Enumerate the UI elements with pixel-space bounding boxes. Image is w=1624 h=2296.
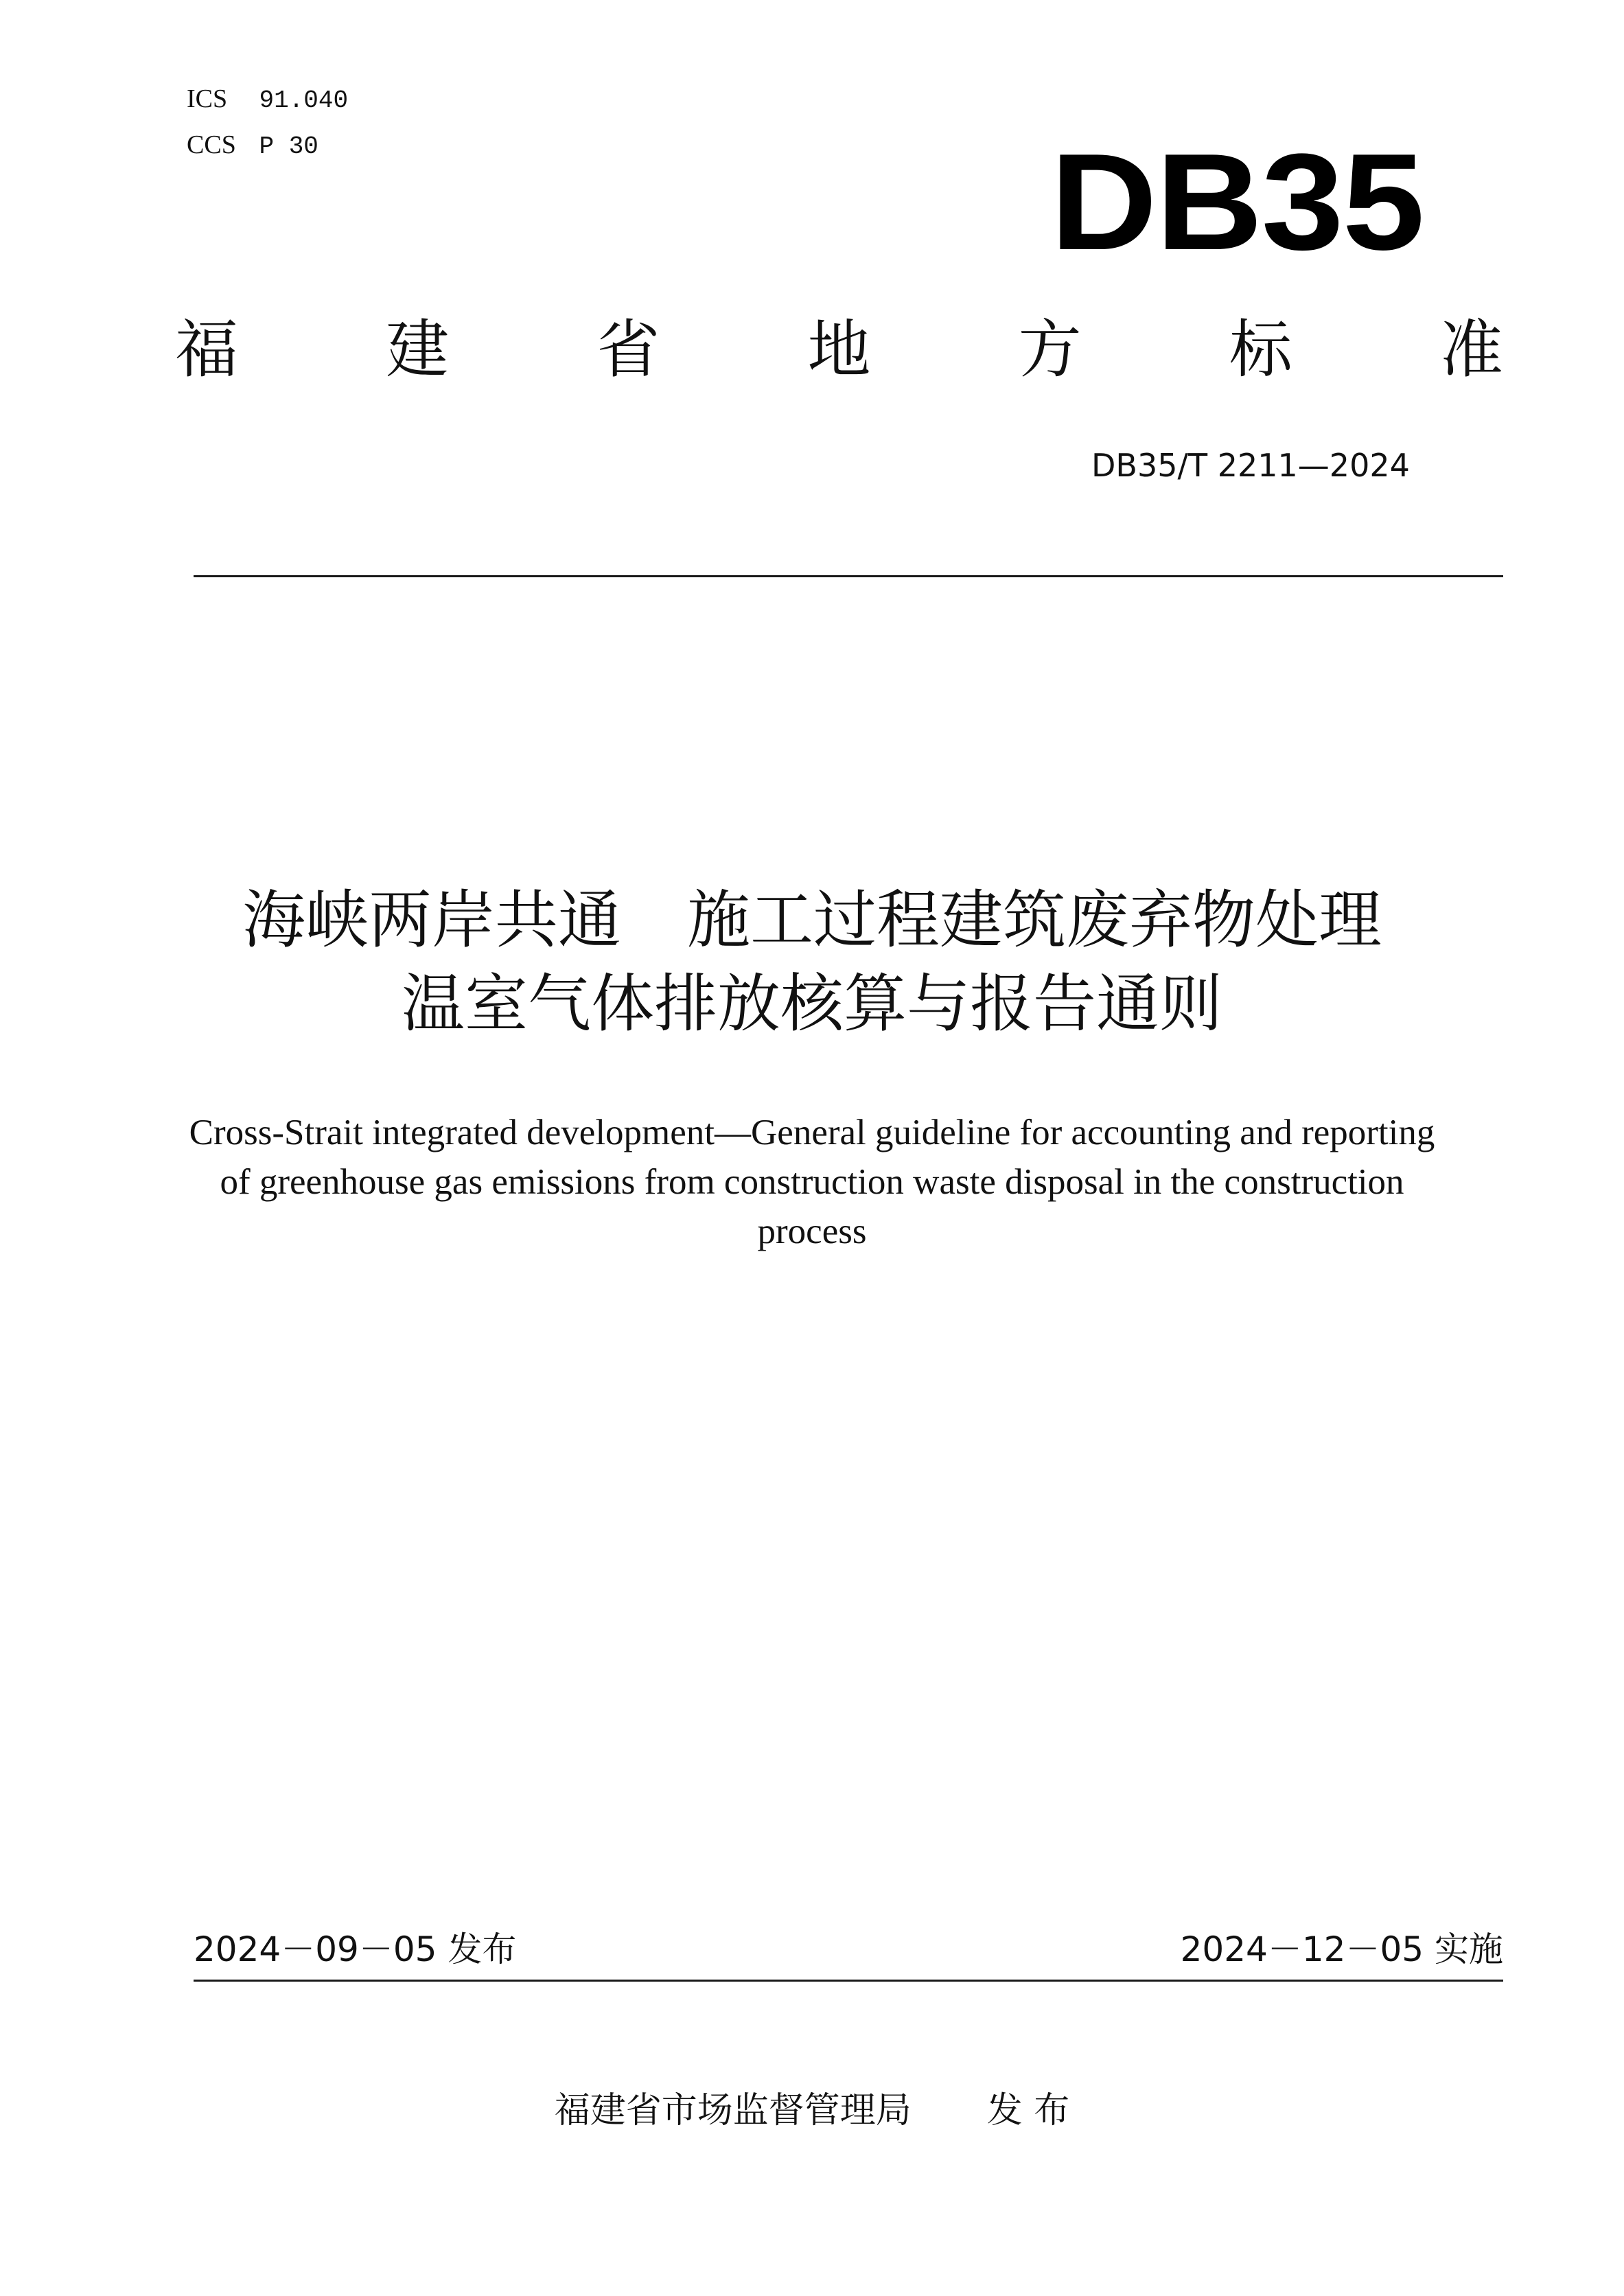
chinese-title	[137, 879, 1487, 1046]
ccs-label: CCS	[187, 130, 236, 159]
standard-type-char: 地	[807, 313, 871, 386]
db35-logo: DB35	[1050, 126, 1424, 279]
classification-block	[187, 77, 348, 169]
issuer-name: 福建省市场监督管理局	[554, 2090, 912, 2131]
standard-type-char: 福	[175, 313, 239, 386]
chinese-title-prefix: 海峡两岸共通	[242, 883, 621, 957]
english-title-line-2: of greenhouse gas emissions from construction waste disposal in the construction	[220, 1162, 1404, 1202]
ics-label: ICS	[187, 84, 228, 113]
chinese-title-line-2: 温室气体排放核算与报告通则	[401, 967, 1222, 1041]
english-title-line-1: Cross-Strait integrated development—General guideline for accounting and reporting	[189, 1113, 1435, 1152]
ccs-value: P 30	[259, 132, 318, 161]
date-row	[194, 1925, 1503, 1973]
english-title-line-3: process	[757, 1211, 867, 1251]
header-divider	[194, 575, 1503, 577]
standard-type-char: 准	[1439, 313, 1503, 386]
issuer-line	[480, 2087, 1144, 2135]
publish-date: 2024－09－05 发布	[194, 1929, 517, 1969]
standard-type-char: 建	[386, 313, 450, 386]
standard-type-char: 省	[596, 313, 660, 386]
standard-type-char: 标	[1229, 313, 1292, 386]
chinese-title-line-1	[137, 879, 1487, 962]
implement-date: 2024－12－05 实施	[1180, 1929, 1503, 1969]
ccs-line	[187, 123, 348, 169]
english-title	[151, 1108, 1473, 1256]
footer-divider	[194, 1980, 1503, 1982]
standard-number: DB35/T 2211—2024	[1091, 447, 1410, 484]
ics-value: 91.040	[259, 86, 349, 115]
standard-type-heading	[175, 312, 1503, 388]
issuer-action: 发 布	[986, 2090, 1070, 2131]
ics-line	[187, 77, 348, 123]
standard-type-char: 方	[1018, 313, 1082, 386]
chinese-title-main: 施工过程建筑废弃物处理	[687, 883, 1382, 957]
